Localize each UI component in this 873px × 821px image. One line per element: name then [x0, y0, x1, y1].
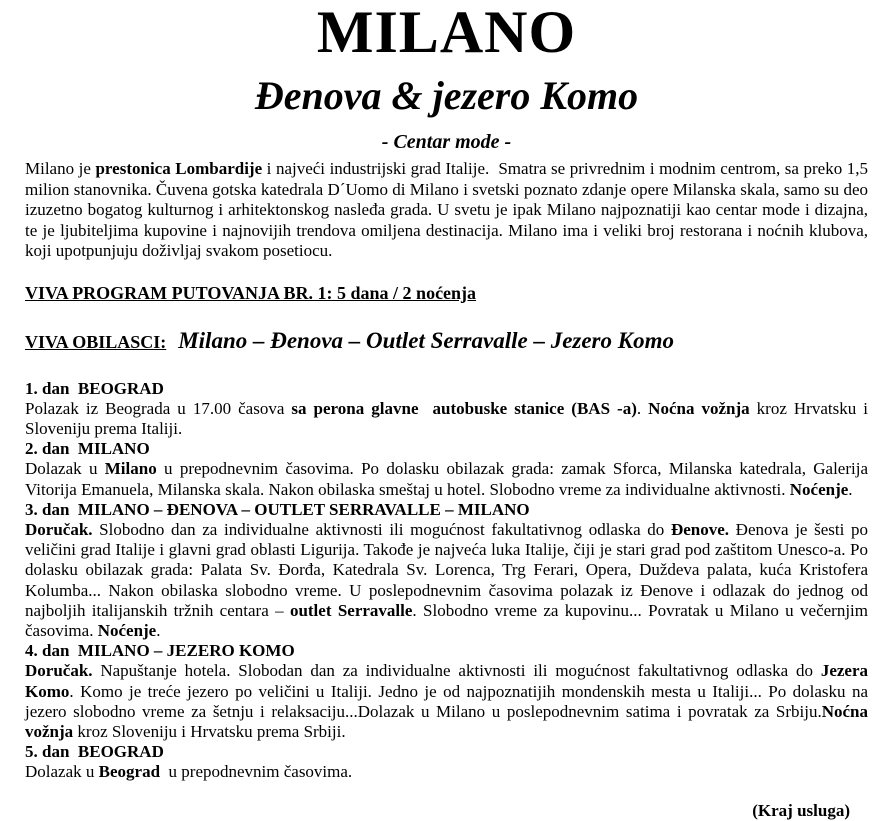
text-run: Dolazak u: [25, 762, 99, 782]
text-run: .: [156, 620, 161, 640]
text-run: Doručak.: [25, 519, 93, 539]
text-run: Napuštanje hotela. Slobodan dan za individualne aktivnosti ili mogućnost fakultativnog odlaska do: [92, 661, 821, 681]
text-run: Dolazak u: [25, 459, 105, 479]
day-section-4: [25, 641, 868, 742]
text-run: outlet Serravalle: [289, 600, 413, 620]
day-2-body: [25, 459, 868, 499]
day-section-5: [25, 742, 868, 782]
day-1-body: [25, 399, 868, 439]
text-run: Jezera Komo: [25, 661, 868, 701]
text-run: kroz Hrvatsku i Sloveniju prema Italiji.: [25, 398, 868, 438]
text-run: Slobodno dan za individualne aktivnosti ili mogućnost fakultativnog odlaska do: [92, 519, 671, 539]
tour-route: Milano – Đenova – Outlet Serravalle – Jezero Komo: [178, 327, 674, 353]
day-section-1: [25, 379, 868, 440]
itinerary: [25, 379, 868, 783]
text-run: sa perona glavne autobuske stanice (BAS -a): [291, 398, 637, 418]
day-3-heading: 3. dan MILANO – ĐENOVA – OUTLET SERRAVALLE – MILANO: [25, 499, 530, 519]
footer-note: (Kraj usluga): [752, 800, 850, 820]
text-run: prestonica Lombardije: [95, 159, 263, 178]
day-2-heading: 2. dan MILANO: [25, 439, 150, 459]
text-run: Noćna vožnja: [648, 398, 750, 418]
text-run: Doručak.: [25, 661, 93, 681]
day-3-body: [25, 520, 868, 641]
day-4-body: [25, 661, 868, 742]
text-run: Noćna vožnja: [25, 701, 868, 741]
tour-route-label: VIVA OBILASCI:: [25, 331, 167, 352]
page-subtitle: Đenova & jezero Komo: [254, 73, 639, 118]
text-run: i najveći industrijski grad Italije. Smatra se privrednim i modnim centrom, sa preko 1,5 milion stanovnika. Čuvena gotska katedrala D´Uomo di Milano i svetski poznato zdanje opere Milanska skala, samo su deo izuzetno bogatog kulturnog i arhitektonskog nasleđa grada. U svetu je ipak Milano najpoznatiji kao centar mode i dizajna, te je ljubiteljima kupovine i najnovijih trendova omiljena destinacija. Milano ima i veliki broj restorana i noćnih klubova, koji upotpunjuju doživljaj svakom posetiocu.: [25, 159, 868, 260]
day-section-2: [25, 439, 868, 500]
tagline: - Centar mode -: [381, 131, 512, 153]
day-5-heading: 5. dan BEOGRAD: [25, 742, 164, 762]
text-run: . Slobodno vreme za kupovinu... Povratak u Milano u večernjim časovima.: [25, 600, 868, 640]
text-run: Đenova je šesti po veličini grad Italije i glavni grad oblasti Ligurija. Takođe je najveća luka Italije, čiji je stari grad pod zaštitom Unesco-a. Po dolasku obilazak grada: Palata Sv. Đorđa, Katedrala Sv. Lorenca, Trg Ferari, Opera, Duždeva palata, kuća Kristofera Kolumba... Nakon obilaska slobodno vreme. U poslepodnevnim časovima polazak iz Đenove i odlazak do jednog od najboljih italijanskih tržnih centara –: [25, 519, 869, 620]
text-run: Milano je: [25, 159, 96, 178]
text-run: .: [848, 479, 853, 499]
text-run: Đenove.: [670, 519, 730, 539]
day-section-3: [25, 500, 868, 641]
text-run: Noćenje: [97, 620, 157, 640]
page-title: MILANO: [316, 0, 577, 65]
text-run: kroz Sloveniju i Hrvatsku prema Srbiji.: [73, 721, 346, 741]
text-run: Beograd: [98, 762, 161, 782]
text-run: .: [636, 398, 649, 418]
text-run: Noćenje: [789, 479, 849, 499]
text-run: u prepodnevnim časovima.: [160, 762, 353, 782]
day-1-heading: 1. dan BEOGRAD: [25, 378, 164, 398]
day-4-heading: 4. dan MILANO – JEZERO KOMO: [25, 641, 295, 661]
text-run: Polazak iz Beograda u 17.00 časova: [25, 398, 292, 418]
text-run: . Komo je treće jezero po veličini u Italiji. Jedno je od najpoznatijih mondenskih mesta u Italiji... Po dolasku na jezero slobodno vreme za šetnju i relaksaciju...Dolazak u Milano u poslepodnevnim satima i povratak za Srbiju.: [25, 681, 868, 721]
tour-route-line: [25, 326, 868, 358]
text-run: u prepodnevnim časovima. Po dolasku obilazak grada: zamak Sforca, Milanska katedrala, Galerija Vitorija Emanuela, Milanska skala. Nakon obilaska smeštaj u hotel. Slobodno vreme za individualne aktivnosti.: [25, 459, 868, 499]
day-5-body: [25, 762, 868, 782]
text-run: Milano: [104, 459, 157, 479]
intro-paragraph: [25, 159, 868, 262]
program-heading: VIVA PROGRAM PUTOVANJA BR. 1: 5 dana / 2 noćenja: [25, 282, 477, 303]
